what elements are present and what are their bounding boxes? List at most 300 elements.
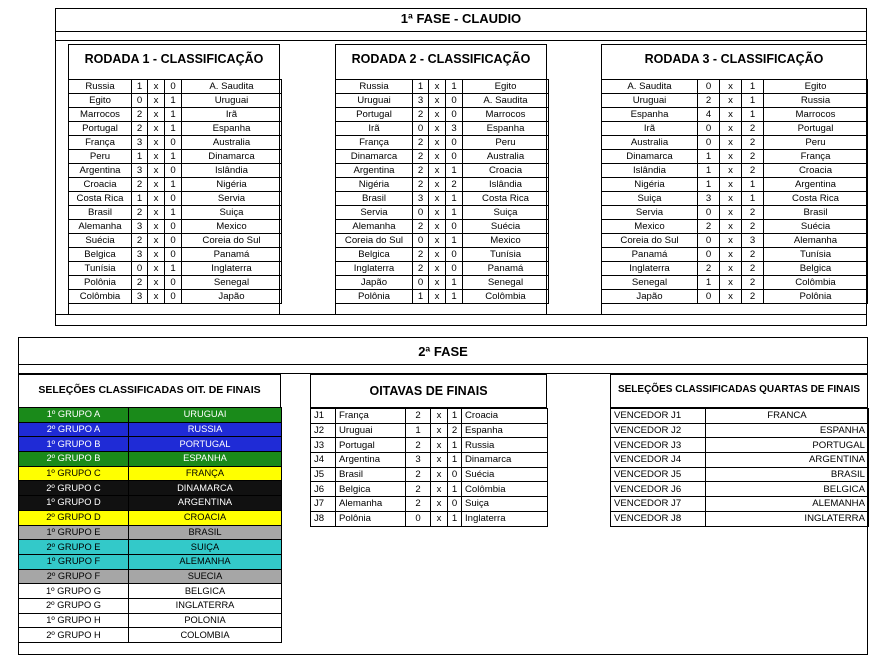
home-team: Russia	[69, 80, 132, 94]
away-score: 0	[165, 248, 182, 262]
versus-mark: x	[431, 467, 448, 482]
match-row	[336, 94, 549, 108]
versus-mark: x	[429, 122, 446, 136]
match-row	[336, 290, 549, 304]
away-score: 2	[448, 423, 462, 438]
home-score: 0	[698, 290, 720, 304]
classified-team: FRANÇA	[129, 466, 282, 481]
away-team: Colômbia	[463, 290, 549, 304]
match-row	[602, 192, 868, 206]
group-position: 1º GRUPO C	[19, 466, 129, 481]
away-score: 2	[742, 150, 764, 164]
match-id: J2	[311, 423, 336, 438]
home-score: 0	[698, 122, 720, 136]
away-score: 0	[448, 467, 462, 482]
away-team: Inglaterra	[182, 262, 282, 276]
versus-mark: x	[720, 276, 742, 290]
match-row	[336, 262, 549, 276]
versus-mark: x	[429, 108, 446, 122]
home-team: Suiça	[602, 192, 698, 206]
versus-mark: x	[431, 511, 448, 526]
away-team: Suiça	[182, 206, 282, 220]
away-team: Japão	[182, 290, 282, 304]
classified-team: COLOMBIA	[129, 628, 282, 643]
match-row	[69, 276, 282, 290]
classified-row	[19, 466, 282, 481]
versus-mark: x	[148, 248, 165, 262]
match-row	[336, 108, 549, 122]
home-score: 2	[413, 262, 429, 276]
home-team: Irã	[336, 122, 413, 136]
versus-mark: x	[720, 192, 742, 206]
match-row	[602, 164, 868, 178]
away-team: Mexico	[182, 220, 282, 234]
away-team: Portugal	[764, 122, 868, 136]
group-position: 1º GRUPO A	[19, 408, 129, 423]
away-score: 1	[742, 178, 764, 192]
home-team: Alemanha	[336, 220, 413, 234]
home-score: 0	[698, 136, 720, 150]
home-team: Polônia	[69, 276, 132, 290]
home-score: 1	[698, 150, 720, 164]
group-position: 1º GRUPO E	[19, 525, 129, 540]
home-team: Russia	[336, 80, 413, 94]
home-score: 2	[413, 150, 429, 164]
versus-mark: x	[148, 192, 165, 206]
group-position: 1º GRUPO B	[19, 437, 129, 452]
home-score: 2	[698, 94, 720, 108]
home-team: Servia	[602, 206, 698, 220]
home-team: A. Saudita	[602, 80, 698, 94]
home-team: Dinamarca	[336, 150, 413, 164]
classified-row	[19, 422, 282, 437]
away-score: 1	[448, 482, 462, 497]
away-team: Tunísia	[764, 248, 868, 262]
match-row	[602, 262, 868, 276]
phase2-title: 2ª FASE	[418, 344, 468, 359]
classified-team: CROACIA	[129, 510, 282, 525]
round3-table	[601, 79, 868, 304]
match-row	[336, 248, 549, 262]
classified-row	[19, 525, 282, 540]
away-team: Peru	[764, 136, 868, 150]
classified-team: BELGICA	[129, 584, 282, 599]
home-score: 0	[698, 206, 720, 220]
away-team: Costa Rica	[463, 192, 549, 206]
away-score: 1	[446, 164, 463, 178]
away-team: Croacia	[462, 409, 548, 424]
classified-row	[19, 408, 282, 423]
quarter-row	[611, 409, 869, 424]
quarter-row	[611, 497, 869, 512]
versus-mark: x	[720, 136, 742, 150]
home-score: 2	[413, 248, 429, 262]
away-score: 2	[742, 290, 764, 304]
versus-mark: x	[148, 94, 165, 108]
away-score: 1	[446, 192, 463, 206]
match-row	[311, 467, 548, 482]
match-id: J7	[311, 497, 336, 512]
away-team: Dinamarca	[182, 150, 282, 164]
home-score: 0	[132, 262, 148, 276]
home-score: 1	[698, 164, 720, 178]
match-row	[69, 164, 282, 178]
quarter-row	[611, 467, 869, 482]
match-row	[602, 220, 868, 234]
winner-label: VENCEDOR J1	[611, 409, 706, 424]
away-score: 0	[448, 497, 462, 512]
home-team: Espanha	[602, 108, 698, 122]
away-score: 1	[742, 192, 764, 206]
home-team: Coreia do Sul	[336, 234, 413, 248]
home-team: Nigéria	[602, 178, 698, 192]
home-score: 2	[132, 206, 148, 220]
home-score: 4	[698, 108, 720, 122]
match-row	[336, 122, 549, 136]
versus-mark: x	[429, 80, 446, 94]
quarters-title: SELEÇÕES CLASSIFICADAS QUARTAS DE FINAIS	[617, 384, 861, 395]
home-team: Alemanha	[336, 497, 406, 512]
match-row	[69, 178, 282, 192]
winner-label: VENCEDOR J8	[611, 511, 706, 526]
away-score: 0	[446, 94, 463, 108]
home-score: 3	[132, 136, 148, 150]
home-score: 1	[413, 290, 429, 304]
match-row	[69, 150, 282, 164]
match-row	[69, 108, 282, 122]
home-score: 2	[413, 108, 429, 122]
home-team: Brasil	[336, 467, 406, 482]
classified-row	[19, 628, 282, 643]
group-position: 2º GRUPO H	[19, 628, 129, 643]
home-team: Coreia do Sul	[602, 234, 698, 248]
away-team: Croacia	[764, 164, 868, 178]
round2-title: RODADA 2 - CLASSIFICAÇÃO	[351, 52, 531, 66]
away-team: Polônia	[764, 290, 868, 304]
home-team: Uruguai	[602, 94, 698, 108]
home-score: 2	[132, 122, 148, 136]
classified-team: ESPANHA	[129, 452, 282, 467]
quarter-row	[611, 453, 869, 468]
home-score: 0	[698, 248, 720, 262]
match-row	[311, 438, 548, 453]
home-team: França	[336, 409, 406, 424]
away-team: Suécia	[764, 220, 868, 234]
home-team: Portugal	[336, 438, 406, 453]
away-team: Dinamarca	[462, 453, 548, 468]
home-team: França	[69, 136, 132, 150]
home-score: 3	[132, 248, 148, 262]
away-team: Marrocos	[463, 108, 549, 122]
match-row	[69, 290, 282, 304]
home-score: 2	[406, 497, 431, 512]
away-score: 1	[165, 94, 182, 108]
versus-mark: x	[429, 262, 446, 276]
away-team: Suiça	[463, 206, 549, 220]
away-team: Coreia do Sul	[182, 234, 282, 248]
match-row	[69, 234, 282, 248]
away-score: 0	[165, 290, 182, 304]
versus-mark: x	[431, 409, 448, 424]
away-team: A. Saudita	[182, 80, 282, 94]
phase1-title-divider	[55, 31, 867, 32]
match-row	[336, 234, 549, 248]
home-team: Brasil	[336, 192, 413, 206]
away-team: Nigéria	[182, 178, 282, 192]
versus-mark: x	[720, 290, 742, 304]
home-team: Portugal	[69, 122, 132, 136]
home-score: 1	[132, 192, 148, 206]
away-score: 0	[165, 136, 182, 150]
versus-mark: x	[429, 136, 446, 150]
group-position: 2º GRUPO E	[19, 540, 129, 555]
winner-label: VENCEDOR J2	[611, 423, 706, 438]
versus-mark: x	[148, 164, 165, 178]
home-team: Portugal	[336, 108, 413, 122]
quarter-row	[611, 438, 869, 453]
match-row	[69, 248, 282, 262]
versus-mark: x	[720, 150, 742, 164]
quarter-row	[611, 482, 869, 497]
away-score: 1	[165, 178, 182, 192]
away-team: Australia	[182, 136, 282, 150]
away-team: Panamá	[463, 262, 549, 276]
match-row	[602, 248, 868, 262]
away-score: 2	[742, 220, 764, 234]
away-score: 2	[742, 164, 764, 178]
home-team: Brasil	[69, 206, 132, 220]
home-score: 2	[132, 108, 148, 122]
versus-mark: x	[429, 248, 446, 262]
match-row	[602, 136, 868, 150]
match-row	[336, 192, 549, 206]
match-row	[69, 80, 282, 94]
away-team: Brasil	[764, 206, 868, 220]
quarters-table	[610, 408, 869, 527]
home-score: 0	[413, 122, 429, 136]
match-row	[336, 206, 549, 220]
away-score: 2	[742, 248, 764, 262]
home-team: Nigéria	[336, 178, 413, 192]
match-row	[311, 453, 548, 468]
away-team: Tunísia	[463, 248, 549, 262]
match-row	[602, 80, 868, 94]
home-score: 3	[413, 192, 429, 206]
match-row	[602, 94, 868, 108]
home-team: Peru	[69, 150, 132, 164]
away-team: Espanha	[182, 122, 282, 136]
classified-row	[19, 481, 282, 496]
versus-mark: x	[720, 248, 742, 262]
away-score: 0	[446, 248, 463, 262]
away-score: 0	[165, 80, 182, 94]
home-team: Polônia	[336, 511, 406, 526]
away-score: 0	[446, 262, 463, 276]
round16-table	[310, 408, 548, 527]
home-score: 3	[132, 220, 148, 234]
away-team: Alemanha	[764, 234, 868, 248]
away-team: Croacia	[463, 164, 549, 178]
away-score: 0	[446, 220, 463, 234]
versus-mark: x	[148, 262, 165, 276]
away-score: 0	[446, 108, 463, 122]
winner-team: BELGICA	[706, 482, 869, 497]
home-score: 3	[413, 94, 429, 108]
match-row	[69, 136, 282, 150]
away-score: 0	[165, 164, 182, 178]
match-id: J3	[311, 438, 336, 453]
home-team: Panamá	[602, 248, 698, 262]
classified-team: SUECIA	[129, 569, 282, 584]
away-score: 1	[446, 234, 463, 248]
away-team: Colômbia	[764, 276, 868, 290]
home-score: 0	[406, 511, 431, 526]
match-row	[336, 136, 549, 150]
versus-mark: x	[148, 122, 165, 136]
versus-mark: x	[429, 178, 446, 192]
match-row	[602, 122, 868, 136]
classified-row	[19, 496, 282, 511]
home-score: 2	[406, 409, 431, 424]
away-score: 0	[446, 150, 463, 164]
away-team: Islândia	[182, 164, 282, 178]
quarter-row	[611, 511, 869, 526]
classified-row	[19, 584, 282, 599]
home-score: 0	[413, 234, 429, 248]
away-score: 1	[742, 80, 764, 94]
versus-mark: x	[148, 136, 165, 150]
versus-mark: x	[720, 234, 742, 248]
group-position: 2º GRUPO C	[19, 481, 129, 496]
winner-team: ALEMANHA	[706, 497, 869, 512]
home-score: 2	[406, 467, 431, 482]
away-score: 0	[165, 220, 182, 234]
match-row	[602, 150, 868, 164]
away-team: Mexico	[463, 234, 549, 248]
away-score: 1	[446, 276, 463, 290]
versus-mark: x	[429, 234, 446, 248]
home-team: Japão	[602, 290, 698, 304]
versus-mark: x	[148, 220, 165, 234]
group-position: 1º GRUPO F	[19, 554, 129, 569]
match-row	[602, 234, 868, 248]
match-row	[602, 108, 868, 122]
classified-row	[19, 569, 282, 584]
versus-mark: x	[148, 80, 165, 94]
versus-mark: x	[429, 220, 446, 234]
home-team: Polônia	[336, 290, 413, 304]
group-position: 2º GRUPO F	[19, 569, 129, 584]
versus-mark: x	[148, 150, 165, 164]
winner-team: PORTUGAL	[706, 438, 869, 453]
versus-mark: x	[431, 482, 448, 497]
home-team: Argentina	[69, 164, 132, 178]
classified-team: DINAMARCA	[129, 481, 282, 496]
match-row	[69, 122, 282, 136]
classified-row	[19, 437, 282, 452]
classified-row	[19, 540, 282, 555]
home-score: 1	[698, 178, 720, 192]
home-team: Belgica	[336, 482, 406, 497]
away-score: 1	[742, 94, 764, 108]
classified-title: SELEÇÕES CLASSIFICADAS OIT. DE FINAIS	[38, 384, 261, 396]
away-team: Inglaterra	[462, 511, 548, 526]
home-team: Uruguai	[336, 423, 406, 438]
match-row	[69, 220, 282, 234]
home-score: 1	[406, 423, 431, 438]
winner-label: VENCEDOR J3	[611, 438, 706, 453]
away-team: Costa Rica	[764, 192, 868, 206]
home-team: Belgica	[336, 248, 413, 262]
home-score: 0	[698, 80, 720, 94]
home-team: Mexico	[602, 220, 698, 234]
versus-mark: x	[148, 178, 165, 192]
classified-team: INGLATERRA	[129, 598, 282, 613]
home-team: Tunísia	[69, 262, 132, 276]
phase1-title: 1ª FASE - CLAUDIO	[400, 11, 522, 26]
home-score: 1	[413, 80, 429, 94]
home-team: Egito	[69, 94, 132, 108]
match-row	[336, 220, 549, 234]
away-score: 0	[165, 192, 182, 206]
away-team: Colômbia	[462, 482, 548, 497]
away-score: 1	[448, 409, 462, 424]
home-team: Inglaterra	[602, 262, 698, 276]
away-score: 1	[446, 290, 463, 304]
versus-mark: x	[429, 290, 446, 304]
round1-title: RODADA 1 - CLASSIFICAÇÃO	[84, 52, 264, 66]
home-team: Servia	[336, 206, 413, 220]
away-team: Egito	[463, 80, 549, 94]
classified-team: ARGENTINA	[129, 496, 282, 511]
group-position: 2º GRUPO B	[19, 452, 129, 467]
home-team: Australia	[602, 136, 698, 150]
home-score: 3	[132, 290, 148, 304]
home-team: Argentina	[336, 453, 406, 468]
away-team: Irã	[182, 108, 282, 122]
away-score: 3	[742, 234, 764, 248]
classified-team: POLONIA	[129, 613, 282, 628]
home-team: Dinamarca	[602, 150, 698, 164]
away-team: França	[764, 150, 868, 164]
away-team: Russia	[764, 94, 868, 108]
versus-mark: x	[431, 438, 448, 453]
away-score: 2	[742, 276, 764, 290]
versus-mark: x	[720, 262, 742, 276]
versus-mark: x	[429, 276, 446, 290]
home-score: 2	[132, 234, 148, 248]
match-row	[602, 178, 868, 192]
away-score: 0	[165, 234, 182, 248]
home-score: 2	[406, 482, 431, 497]
home-team: Alemanha	[69, 220, 132, 234]
away-score: 1	[742, 108, 764, 122]
versus-mark: x	[720, 178, 742, 192]
versus-mark: x	[148, 206, 165, 220]
away-team: Espanha	[462, 423, 548, 438]
away-team: Senegal	[463, 276, 549, 290]
match-row	[336, 80, 549, 94]
away-score: 0	[165, 276, 182, 290]
home-score: 3	[132, 164, 148, 178]
round16-title: OITAVAS DE FINAIS	[369, 384, 488, 398]
match-id: J8	[311, 511, 336, 526]
versus-mark: x	[429, 164, 446, 178]
away-score: 1	[165, 150, 182, 164]
home-score: 2	[132, 178, 148, 192]
quarter-row	[611, 423, 869, 438]
group-position: 1º GRUPO G	[19, 584, 129, 599]
